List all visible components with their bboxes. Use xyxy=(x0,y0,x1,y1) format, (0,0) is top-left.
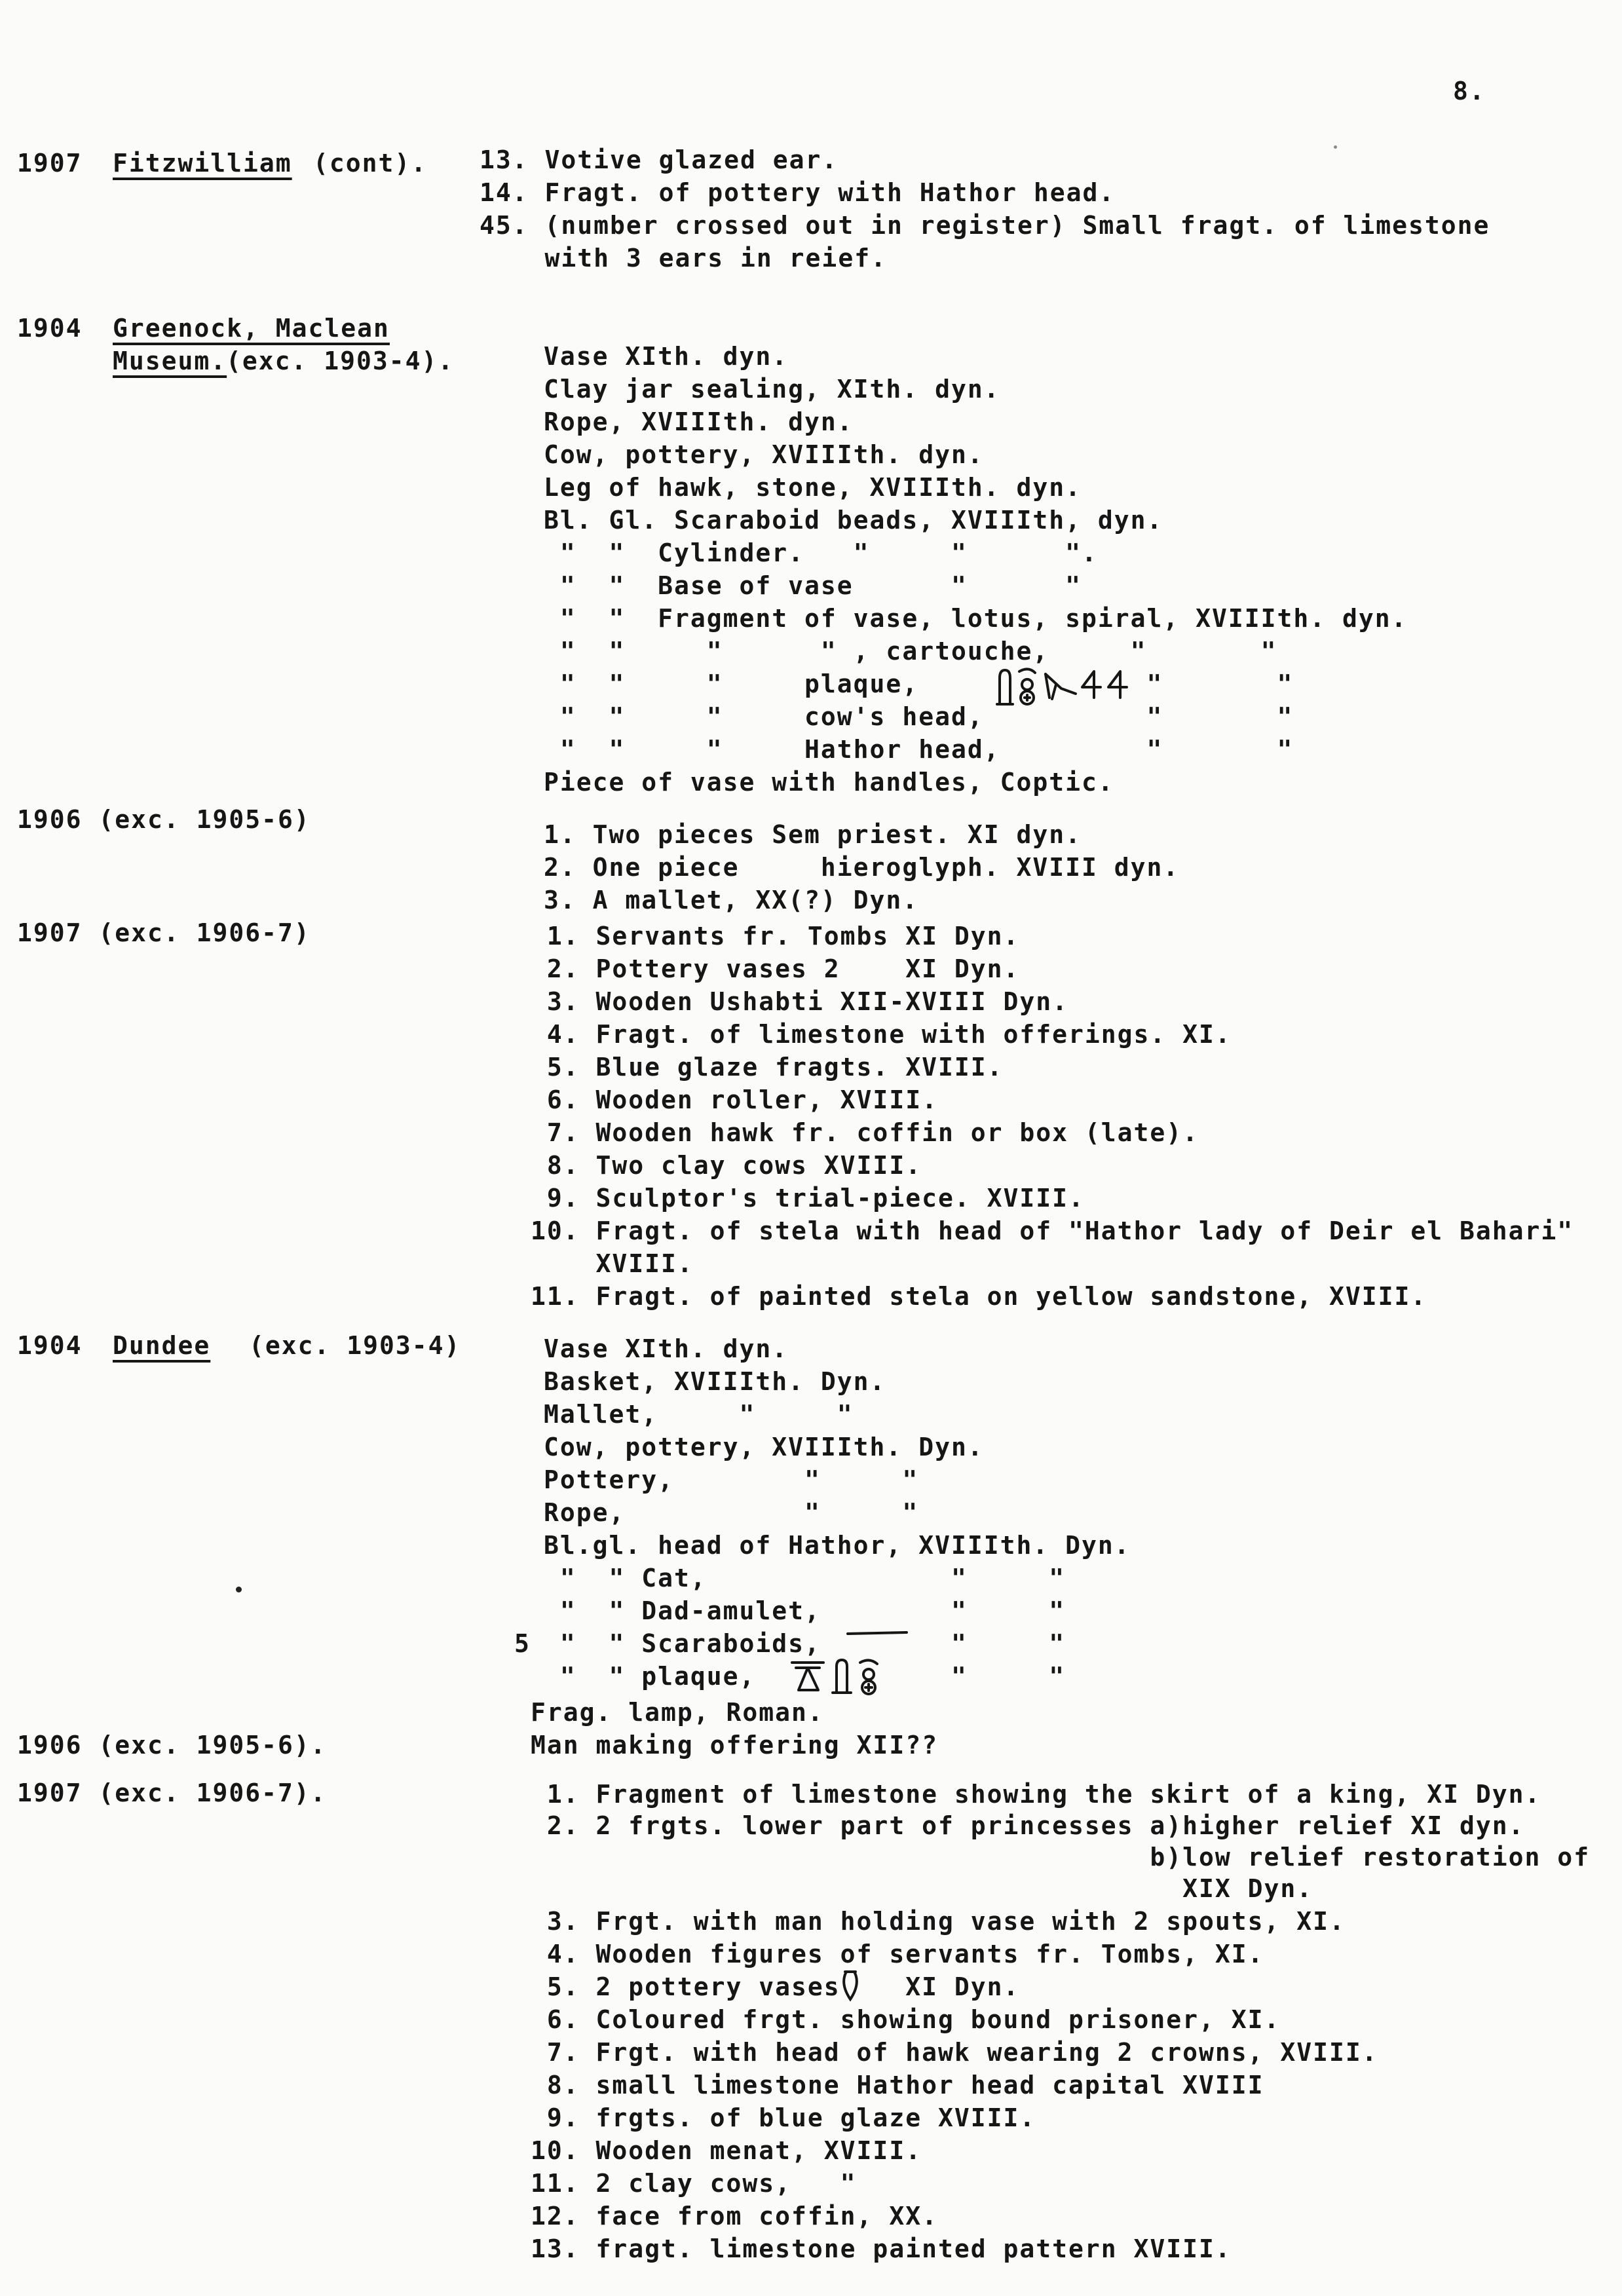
page-number: 8. xyxy=(1453,77,1486,105)
greenock-exc: (exc. 1903-4). xyxy=(226,347,455,375)
dundee-1907-item: 1. Fragment of limestone showing the skirt of a king, XI Dyn. xyxy=(531,1780,1541,1809)
greenock-item: " " Base of vase " " xyxy=(544,571,1082,600)
dundee-year: 1904 xyxy=(17,1331,83,1360)
dundee-year-1907: 1907 (exc. 1906-7). xyxy=(17,1778,327,1807)
dundee-1907-item: 5. 2 pottery vases XI Dyn. xyxy=(531,1972,1020,2001)
dundee-1907-item: 6. Coloured frgt. showing bound prisoner, XI. xyxy=(531,2005,1281,2034)
greenock-1907-item: 4. Fragt. of limestone with offerings. XI. xyxy=(531,1020,1232,1049)
greenock-year-1907: 1907 (exc. 1906-7) xyxy=(17,918,311,947)
stray-mark xyxy=(1334,145,1337,149)
greenock-item: " " Cylinder. " " ". xyxy=(544,538,1098,567)
greenock-item: Vase XIth. dyn. xyxy=(544,342,789,371)
greenock-item: Leg of hawk, stone, XVIIIth. dyn. xyxy=(544,473,1082,502)
dundee-exc: (exc. 1903-4) xyxy=(249,1331,461,1360)
margin-number: 5 xyxy=(514,1629,531,1658)
dundee-1907-item: 7. Frgt. with head of hawk wearing 2 crowns, XVIII. xyxy=(531,2038,1378,2067)
dundee-item: Rope, " " xyxy=(544,1498,919,1527)
greenock-item: " " " cow's head, " " xyxy=(544,702,1294,731)
greenock-1907-item: 1. Servants fr. Tombs XI Dyn. xyxy=(531,922,1020,950)
dundee-1907-item: 8. small limestone Hathor head capital XVIII xyxy=(531,2071,1264,2099)
greenock-1907-item: 7. Wooden hawk fr. coffin or box (late). xyxy=(531,1118,1199,1147)
fitz-item: 45. (number crossed out in register) Small fragt. of limestone xyxy=(480,211,1490,240)
fitz-item: 14. Fragt. of pottery with Hathor head. xyxy=(480,178,1116,207)
greenock-item: Cow, pottery, XVIIIth. dyn. xyxy=(544,440,984,469)
dundee-item: " " Cat, " " xyxy=(544,1564,1066,1592)
dundee-1907-item: 13. fragt. limestone painted pattern XVIII. xyxy=(531,2234,1232,2263)
dundee-1907-item: b)low relief restoration of xyxy=(531,1843,1591,1872)
dundee-1907-item: 9. frgts. of blue glaze XVIII. xyxy=(531,2103,1036,2132)
dundee-1907-item: 11. 2 clay cows, " xyxy=(531,2169,857,2198)
greenock-item: " " Fragment of vase, lotus, spiral, XVIIIth. dyn. xyxy=(544,604,1408,633)
greenock-1906-item: 1. Two pieces Sem priest. XI dyn. xyxy=(544,820,1082,849)
greenock-1907-item: 11. Fragt. of painted stela on yellow sandstone, XVIII. xyxy=(531,1282,1427,1311)
handwritten-underline xyxy=(845,1625,911,1638)
fitz-suffix: (cont). xyxy=(313,149,428,178)
fitz-museum: Fitzwilliam xyxy=(113,149,292,178)
dundee-item: Vase XIth. dyn. xyxy=(544,1334,789,1363)
greenock-1907-item: 6. Wooden roller, XVIII. xyxy=(531,1085,938,1114)
dundee-tail: Man making offering XII?? xyxy=(531,1731,938,1760)
fitz-item: 13. Votive glazed ear. xyxy=(480,145,839,174)
greenock-1907-item: 8. Two clay cows XVIII. xyxy=(531,1151,922,1180)
greenock-1907-item: 3. Wooden Ushabti XII-XVIII Dyn. xyxy=(531,987,1068,1016)
greenock-item: " " " plaque, " " xyxy=(544,669,1294,698)
dundee-1907-item: 12. face from coffin, XX. xyxy=(531,2202,938,2230)
dundee-item: Mallet, " " xyxy=(544,1400,854,1429)
dundee-1907-item: XIX Dyn. xyxy=(531,1874,1313,1903)
dundee-item: Bl.gl. head of Hathor, XVIIIth. Dyn. xyxy=(544,1531,1131,1560)
greenock-year-1906: 1906 (exc. 1905-6) xyxy=(17,805,311,834)
greenock-1907-item: XVIII. xyxy=(531,1249,694,1278)
dundee-tail: Frag. lamp, Roman. xyxy=(531,1698,824,1727)
fitz-year: 1907 xyxy=(17,149,83,178)
greenock-item: Piece of vase with handles, Coptic. xyxy=(544,768,1114,797)
dundee-year-1906: 1906 (exc. 1905-6). xyxy=(17,1731,327,1760)
dundee-1907-item: 2. 2 frgts. lower part of princesses a)higher relief XI dyn. xyxy=(531,1811,1525,1840)
greenock-item: " " " Hathor head, " " xyxy=(544,735,1294,764)
greenock-item: Clay jar sealing, XIth. dyn. xyxy=(544,375,1000,404)
greenock-1907-item: 9. Sculptor's trial-piece. XVIII. xyxy=(531,1184,1085,1213)
greenock-year: 1904 xyxy=(17,314,83,343)
vase-sketch xyxy=(839,1969,862,2003)
stray-mark xyxy=(236,1587,242,1592)
dundee-item: " " Dad-amulet, " " xyxy=(544,1596,1066,1625)
greenock-museum-line2: Museum. xyxy=(113,347,227,375)
dundee-item: Pottery, " " xyxy=(544,1465,919,1494)
greenock-1906-item: 3. A mallet, XX(?) Dyn. xyxy=(544,886,919,914)
greenock-1907-item: 2. Pottery vases 2 XI Dyn. xyxy=(531,954,1020,983)
dundee-1907-item: 10. Wooden menat, XVIII. xyxy=(531,2136,922,2165)
dundee-item: Basket, XVIIIth. Dyn. xyxy=(544,1367,886,1396)
greenock-1907-item: 10. Fragt. of stela with head of "Hathor lady of Deir el Bahari" xyxy=(531,1216,1574,1245)
dundee-1907-item: 3. Frgt. with man holding vase with 2 spouts, XI. xyxy=(531,1907,1346,1936)
dundee-1907-item: 4. Wooden figures of servants fr. Tombs, XI. xyxy=(531,1940,1264,1968)
greenock-item: Bl. Gl. Scaraboid beads, XVIIIth, dyn. xyxy=(544,506,1163,535)
dundee-item: " " Scaraboids, " " xyxy=(544,1629,1066,1658)
dundee-item: " " plaque, " " xyxy=(544,1662,1066,1691)
greenock-item: Rope, XVIIIth. dyn. xyxy=(544,407,854,436)
fitz-item: with 3 ears in reief. xyxy=(480,244,887,273)
greenock-item: " " " " , cartouche, " " xyxy=(544,637,1277,666)
dundee-museum: Dundee xyxy=(113,1331,211,1360)
greenock-museum-line1: Greenock, Maclean xyxy=(113,314,390,343)
greenock-1906-item: 2. One piece hieroglyph. XVIII dyn. xyxy=(544,853,1180,882)
hieroglyph-sketch xyxy=(996,665,1146,711)
hieroglyph-sketch-2 xyxy=(789,1656,894,1698)
greenock-1907-item: 5. Blue glaze fragts. XVIII. xyxy=(531,1053,1004,1082)
dundee-item: Cow, pottery, XVIIIth. Dyn. xyxy=(544,1433,984,1461)
